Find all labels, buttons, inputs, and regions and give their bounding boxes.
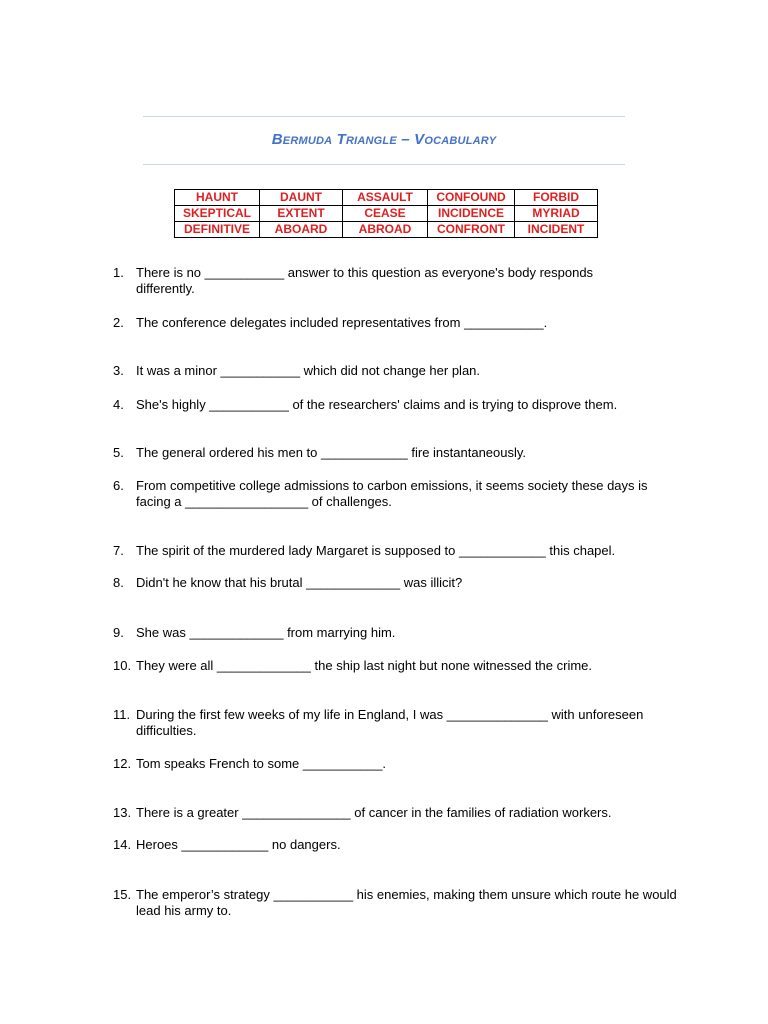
question-text: It was a minor ___________ which did not change her plan. bbox=[136, 363, 481, 378]
question-number: 3. bbox=[113, 363, 124, 378]
question-item bbox=[113, 543, 683, 559]
question-text: She was _____________ from marrying him. bbox=[136, 625, 396, 640]
word-bank-cell: CONFOUND bbox=[428, 190, 515, 206]
question-number: 10. bbox=[113, 658, 132, 673]
question-item bbox=[113, 625, 683, 641]
word-bank-cell: SKEPTICAL bbox=[175, 206, 260, 222]
question-item bbox=[113, 445, 683, 461]
question-text: The general ordered his men to ____________ fire instantaneously. bbox=[136, 445, 527, 460]
question-item bbox=[113, 575, 683, 591]
question-number: 5. bbox=[113, 445, 124, 460]
question-item bbox=[113, 658, 683, 674]
question-item bbox=[113, 707, 683, 739]
question-number: 1. bbox=[113, 265, 124, 280]
word-bank-row bbox=[175, 206, 598, 222]
question-number: 9. bbox=[113, 625, 124, 640]
word-bank-cell: EXTENT bbox=[260, 206, 343, 222]
page-title: Bermuda Triangle – Vocabulary bbox=[271, 131, 497, 148]
word-bank-cell: DAUNT bbox=[260, 190, 343, 206]
word-bank-cell: DEFINITIVE bbox=[175, 222, 260, 238]
word-bank-cell: FORBID bbox=[515, 190, 598, 206]
question-text: There is no ___________ answer to this question as everyone's body responds differently. bbox=[136, 265, 594, 296]
word-bank-cell: HAUNT bbox=[175, 190, 260, 206]
question-text: Tom speaks French to some ___________. bbox=[136, 756, 387, 771]
question-number: 2. bbox=[113, 315, 124, 330]
question-item bbox=[113, 478, 683, 510]
question-number: 6. bbox=[113, 478, 124, 493]
title-bottom-rule bbox=[143, 164, 625, 165]
word-bank-row bbox=[175, 222, 598, 238]
question-number: 13. bbox=[113, 805, 132, 820]
question-number: 11. bbox=[113, 707, 131, 722]
question-number: 8. bbox=[113, 575, 124, 590]
question-item bbox=[113, 805, 683, 821]
question-text: The emperor’s strategy ___________ his enemies, making them unsure which route he would lead his army to. bbox=[136, 887, 677, 918]
word-bank-cell: INCIDENT bbox=[515, 222, 598, 238]
question-text: During the first few weeks of my life in England, I was ______________ with unforeseen difficulties. bbox=[136, 707, 644, 738]
question-item bbox=[113, 315, 683, 331]
word-bank-cell: CONFRONT bbox=[428, 222, 515, 238]
question-text: Didn't he know that his brutal _____________ was illicit? bbox=[136, 575, 463, 590]
word-bank-cell: MYRIAD bbox=[515, 206, 598, 222]
word-bank-table bbox=[174, 189, 598, 238]
word-bank-row bbox=[175, 190, 598, 206]
question-text: They were all _____________ the ship last night but none witnessed the crime. bbox=[136, 658, 593, 673]
question-number: 15. bbox=[113, 887, 132, 902]
question-text: From competitive college admissions to carbon emissions, it seems society these days is facing a _________________ of challenges. bbox=[136, 478, 648, 509]
question-item bbox=[113, 265, 683, 297]
question-text: There is a greater _______________ of cancer in the families of radiation workers. bbox=[136, 805, 612, 820]
question-item bbox=[113, 363, 683, 379]
question-number: 12. bbox=[113, 756, 132, 771]
question-item bbox=[113, 887, 683, 919]
title-top-rule bbox=[143, 116, 625, 117]
question-text: The conference delegates included representatives from ___________. bbox=[136, 315, 548, 330]
question-item bbox=[113, 837, 683, 853]
question-item bbox=[113, 756, 683, 772]
question-item bbox=[113, 397, 683, 413]
question-number: 7. bbox=[113, 543, 124, 558]
question-text: Heroes ____________ no dangers. bbox=[136, 837, 341, 852]
word-bank-cell: CEASE bbox=[343, 206, 428, 222]
question-text: She's highly ___________ of the researchers' claims and is trying to disprove them. bbox=[136, 397, 618, 412]
word-bank-cell: ABROAD bbox=[343, 222, 428, 238]
question-number: 14. bbox=[113, 837, 132, 852]
question-text: The spirit of the murdered lady Margaret is supposed to ____________ this chapel. bbox=[136, 543, 616, 558]
question-number: 4. bbox=[113, 397, 124, 412]
word-bank-cell: ABOARD bbox=[260, 222, 343, 238]
word-bank-cell: ASSAULT bbox=[343, 190, 428, 206]
word-bank-cell: INCIDENCE bbox=[428, 206, 515, 222]
